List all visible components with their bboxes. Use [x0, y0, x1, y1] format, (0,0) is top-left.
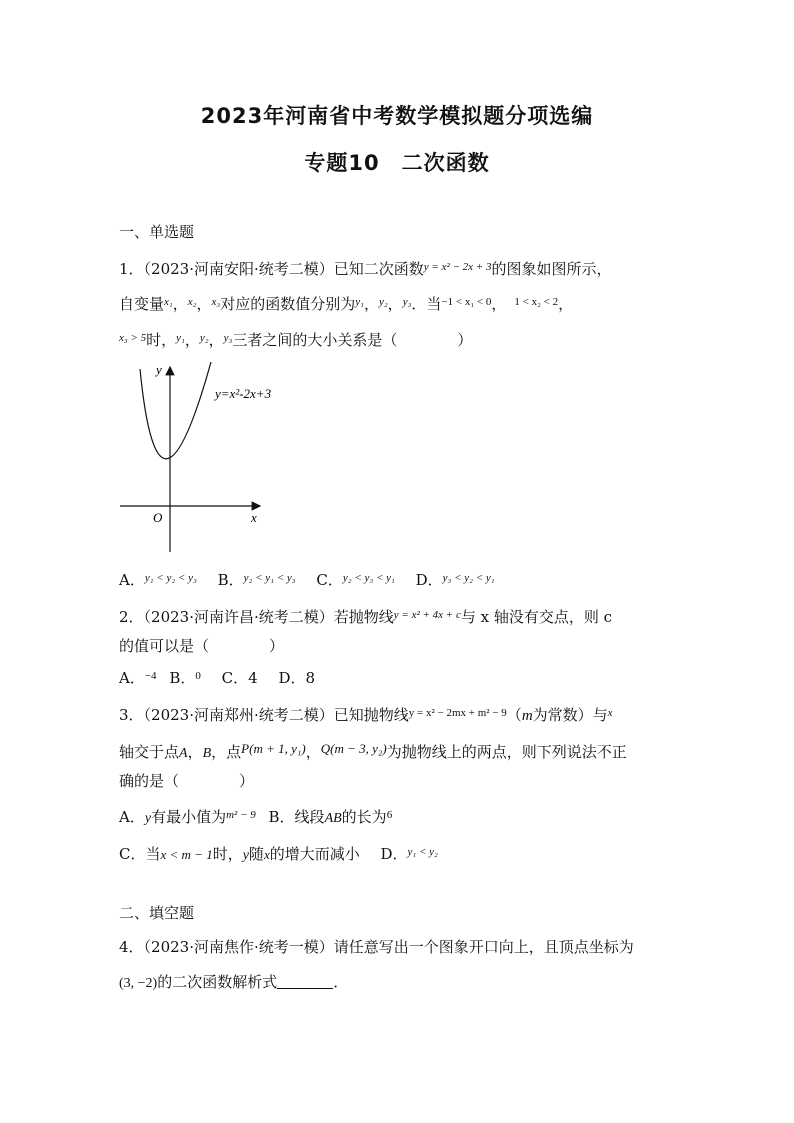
q2-option-a: −4 — [144, 670, 157, 682]
q3-line2 — [119, 739, 627, 764]
q3-option-c-label: C．当 — [119, 845, 161, 863]
section-heading-fill-blank: 二、填空题 — [119, 904, 195, 922]
q2-option-b-label: B． — [169, 669, 196, 687]
q3-option-b-segment: AB — [324, 811, 342, 826]
q1-comma: ， — [196, 295, 212, 313]
q2-option-d-label: D． — [278, 669, 306, 687]
q2-option-a-label: A． — [119, 669, 145, 687]
q3-option-d-label: D． — [380, 845, 408, 863]
q1-option-d-label: D． — [415, 571, 443, 589]
q1-cond2: 1 < x₂ < 2 — [514, 296, 559, 308]
q1-comma: ， — [172, 295, 188, 313]
q3-option-a-text: 有最小值为 — [151, 808, 227, 826]
q3-option-d-value: y₁ < y₂ — [407, 846, 438, 858]
q3-line2-end: 为抛物线上的两点，则下列说法不正 — [386, 743, 627, 761]
q3-m: m — [521, 708, 533, 724]
q1-option-a-label: A． — [119, 571, 145, 589]
q1-line2 — [119, 292, 573, 314]
q2-option-d: 8 — [305, 669, 316, 687]
q1-option-c: y₂ < y₃ < y₁ — [342, 572, 395, 584]
q1-options — [119, 568, 495, 590]
doc-title: 2023年河南省中考数学模拟题分项选编 — [200, 104, 594, 128]
q2-option-b: 0 — [195, 670, 201, 682]
q2-option-c: 4 — [248, 669, 258, 687]
q2-suffix: 与 x 轴没有交点，则 c — [460, 608, 613, 626]
q1-line2-start: 自变量 — [119, 295, 165, 313]
q3-option-c-cond: x < m − 1 — [160, 847, 213, 862]
q3-formula: y = x² − 2mx + m² − 9 — [408, 707, 507, 719]
q3-option-a-y: y — [144, 811, 152, 826]
q1-y2: y₂ — [378, 296, 388, 308]
q1-y1: y₁ — [176, 332, 185, 344]
q3-option-c-when: 时， — [212, 845, 243, 863]
q1-x1: x₁ — [164, 296, 173, 308]
q3-option-c-y: y — [242, 848, 249, 863]
q3-line2-start: 轴交于点 — [119, 743, 180, 761]
q2-option-c-label: C． — [221, 669, 249, 687]
q2-prefix: 2．（2023·河南许昌·统考二模）若抛物线 — [119, 608, 394, 626]
q3-point-p: P(m + 1, y₁) — [241, 741, 306, 756]
x-axis-label: x — [251, 510, 257, 525]
q1-y3: y₃ — [402, 296, 412, 308]
q4-vertex-coord: (3, −2) — [119, 976, 158, 991]
q1-parabola-graph — [118, 362, 278, 557]
doc-subtitle: 专题10 二次函数 — [304, 151, 490, 175]
q1-option-c-label: C． — [316, 571, 343, 589]
q1-option-b-label: B． — [217, 571, 244, 589]
q3-const: 为常数）与 — [532, 706, 608, 724]
q1-y2: y₂ — [199, 332, 209, 344]
q1-option-a: y₁ < y₂ < y₃ — [144, 572, 197, 584]
q3-line2-mid: ，点 — [211, 743, 242, 761]
q1-comma: ， — [363, 295, 379, 313]
q1-x2: x₂ — [187, 296, 197, 308]
q3-options-ab — [119, 805, 392, 829]
q3-option-c-x: x — [263, 847, 270, 862]
curve-label: y=x²-2x+3 — [215, 386, 272, 401]
q3-point-a: A — [179, 746, 188, 761]
q4-suffix: 的二次函数解析式 — [157, 973, 278, 991]
y-axis-label: y — [156, 362, 162, 377]
q4-line1: 4．（2023·河南焦作·统考一模）请任意写出一个图象开口向上，且顶点坐标为 — [119, 938, 634, 956]
q1-option-d: y₃ < y₂ < y₁ — [442, 572, 495, 584]
q1-line1-end: 的图象如图所示， — [491, 260, 612, 278]
q3-options-cd — [119, 842, 438, 866]
q1-option-b: y₂ < y₁ < y₃ — [243, 572, 296, 584]
q2-options — [119, 666, 315, 688]
q1-x3: x₃ — [211, 296, 221, 308]
q1-comma: ， — [558, 295, 574, 313]
q1-comma: ， — [387, 295, 403, 313]
q3-option-b-text: 的长为 — [341, 808, 387, 826]
q1-line2-mid: 对应的函数值分别为 — [220, 295, 356, 313]
q3-option-b-value: 6 — [386, 809, 393, 821]
q1-prefix: 1．（2023·河南安阳·统考二模）已知二次函数 — [119, 260, 424, 278]
q2-line2: 的值可以是（ ） — [119, 637, 285, 655]
q3-option-c-text2: 的增大而减小 — [269, 845, 360, 863]
q4-line2 — [119, 972, 348, 994]
q1-line3 — [119, 328, 472, 350]
q1-line3-when: 时， — [146, 331, 177, 349]
q1-y3: y₃ — [223, 332, 233, 344]
q1-comma: ， — [208, 331, 224, 349]
q3-sep: ， — [187, 743, 203, 761]
q2-line1 — [119, 605, 612, 627]
q3-x: x — [607, 707, 613, 719]
q3-line3: 确的是（ ） — [119, 772, 255, 790]
q1-cond3: x₃ > 5 — [119, 332, 147, 344]
q1-line2-dot: ．当 — [411, 295, 442, 313]
origin-label: O — [153, 510, 163, 525]
q3-option-a-label: A． — [119, 808, 145, 826]
q1-comma: ， — [491, 295, 507, 313]
q3-prefix: 3．（2023·河南郑州·统考二模）已知抛物线 — [119, 706, 409, 724]
q3-line1 — [119, 703, 613, 726]
q1-cond1: −1 < x₁ < 0 — [441, 296, 492, 308]
q1-y1: y₁ — [355, 296, 364, 308]
q1-line1 — [119, 257, 612, 279]
q4-end: ． — [333, 973, 349, 991]
q3-option-a-value: m² − 9 — [226, 809, 256, 821]
q4-answer-blank[interactable] — [277, 974, 333, 989]
q1-comma: ， — [184, 331, 200, 349]
q3-paren-open: （ — [506, 706, 522, 724]
q3-point-b: B — [202, 746, 212, 761]
q2-formula: y = x² + 4x + c — [393, 609, 461, 621]
q3-option-c-text1: 随 — [248, 845, 264, 863]
q3-sep: ， — [305, 743, 321, 761]
q3-option-b-label: B．线段 — [268, 808, 325, 826]
q3-point-q: Q(m − 3, y₂) — [320, 741, 387, 756]
parabola-curve — [140, 362, 211, 459]
q1-formula: y = x² − 2x + 3 — [423, 261, 492, 273]
section-heading-single-choice: 一、单选题 — [119, 223, 195, 241]
q1-line3-end: 三者之间的大小关系是（ ） — [232, 331, 473, 349]
